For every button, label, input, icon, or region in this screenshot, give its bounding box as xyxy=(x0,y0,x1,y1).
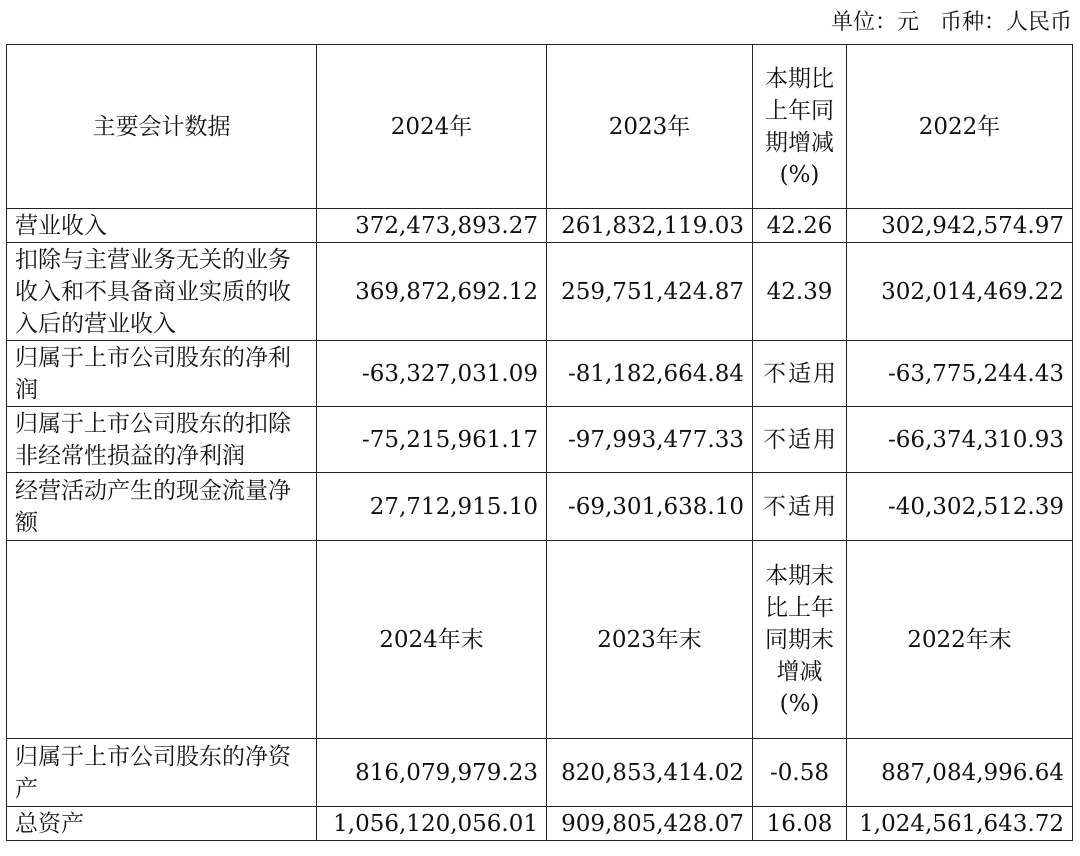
row-label: 营业收入 xyxy=(7,209,317,243)
header-label: 主要会计数据 xyxy=(7,45,317,209)
header-year-2023: 2023年 xyxy=(547,45,753,209)
value-2024: 27,712,915.10 xyxy=(317,473,547,541)
header-row-period-end xyxy=(7,541,1073,739)
header-year-2022: 2022年 xyxy=(847,45,1073,209)
row-label: 归属于上市公司股东的净资产 xyxy=(7,739,317,807)
value-2022: -40,302,512.39 xyxy=(847,473,1073,541)
row-label: 归属于上市公司股东的扣除非经常性损益的净利润 xyxy=(7,407,317,473)
value-2024: 372,473,893.27 xyxy=(317,209,547,243)
value-2023: 259,751,424.87 xyxy=(547,243,753,341)
header-year-end-2023: 2023年末 xyxy=(547,541,753,739)
table-row xyxy=(7,739,1073,807)
value-2023: 909,805,428.07 xyxy=(547,807,753,841)
value-2023: -69,301,638.10 xyxy=(547,473,753,541)
value-change: 不适用 xyxy=(753,407,847,473)
row-label: 扣除与主营业务无关的业务收入和不具备商业实质的收入后的营业收入 xyxy=(7,243,317,341)
value-2022: 302,014,469.22 xyxy=(847,243,1073,341)
table-row xyxy=(7,473,1073,541)
header-row-annual xyxy=(7,45,1073,209)
header-label xyxy=(7,541,317,739)
header-year-end-2024: 2024年末 xyxy=(317,541,547,739)
key-accounting-data-table xyxy=(6,44,1073,841)
value-2024: -75,215,961.17 xyxy=(317,407,547,473)
header-year-end-2022: 2022年末 xyxy=(847,541,1073,739)
table-row xyxy=(7,341,1073,407)
value-2023: -97,993,477.33 xyxy=(547,407,753,473)
value-change: 不适用 xyxy=(753,341,847,407)
value-change: 不适用 xyxy=(753,473,847,541)
value-change: 42.39 xyxy=(753,243,847,341)
value-change: 42.26 xyxy=(753,209,847,243)
value-2024: 1,056,120,056.01 xyxy=(317,807,547,841)
table-row xyxy=(7,209,1073,243)
value-2022: 1,024,561,643.72 xyxy=(847,807,1073,841)
value-change: 16.08 xyxy=(753,807,847,841)
value-change: -0.58 xyxy=(753,739,847,807)
value-2022: 302,942,574.97 xyxy=(847,209,1073,243)
value-2023: 261,832,119.03 xyxy=(547,209,753,243)
value-2024: -63,327,031.09 xyxy=(317,341,547,407)
table-row xyxy=(7,407,1073,473)
header-change-period-end: 本期末比上年同期末增减(%) xyxy=(753,541,847,739)
row-label: 总资产 xyxy=(7,807,317,841)
value-2022: -63,775,244.43 xyxy=(847,341,1073,407)
value-2022: -66,374,310.93 xyxy=(847,407,1073,473)
value-2024: 816,079,979.23 xyxy=(317,739,547,807)
value-2022: 887,084,996.64 xyxy=(847,739,1073,807)
header-year-2024: 2024年 xyxy=(317,45,547,209)
table-row xyxy=(7,807,1073,841)
unit-currency-line: 单位：元 币种：人民币 xyxy=(831,10,1072,35)
value-2023: 820,853,414.02 xyxy=(547,739,753,807)
row-label: 经营活动产生的现金流量净额 xyxy=(7,473,317,541)
table-row xyxy=(7,243,1073,341)
value-2023: -81,182,664.84 xyxy=(547,341,753,407)
header-change: 本期比上年同期增减(%) xyxy=(753,45,847,209)
row-label: 归属于上市公司股东的净利润 xyxy=(7,341,317,407)
value-2024: 369,872,692.12 xyxy=(317,243,547,341)
